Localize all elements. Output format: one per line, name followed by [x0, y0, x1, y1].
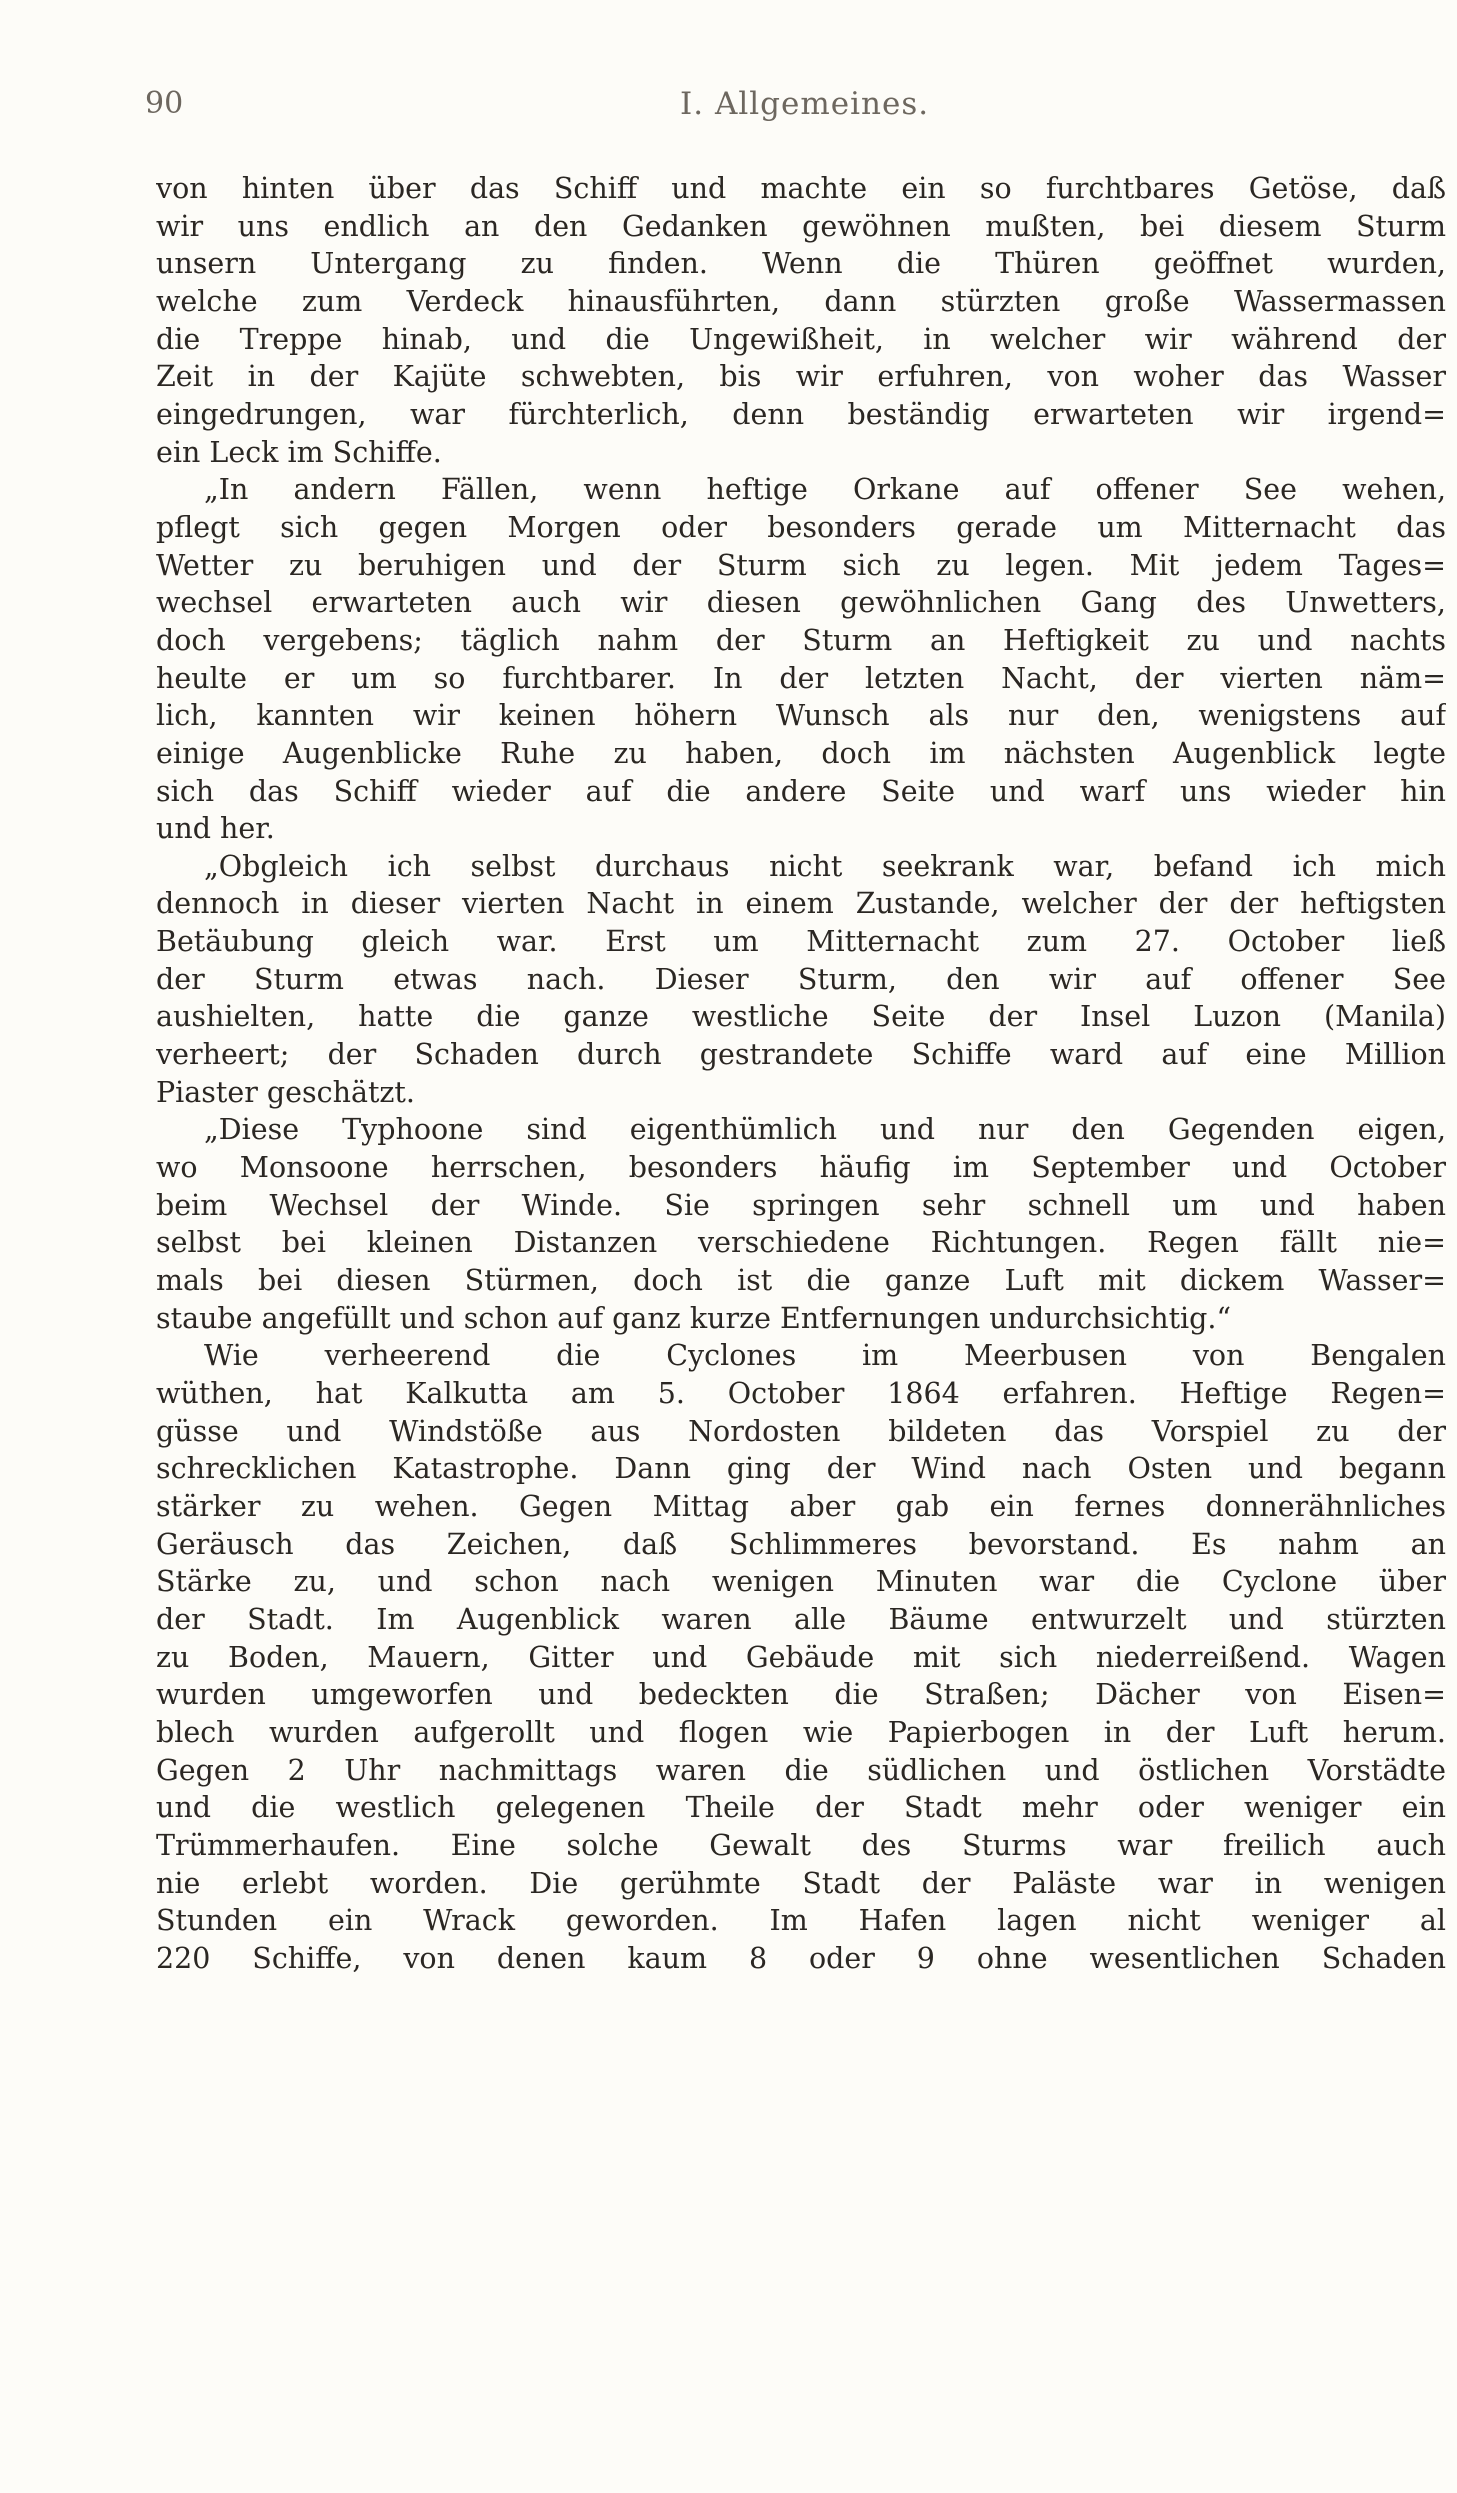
text-line: Gegen 2 Uhr nachmittags waren die südlichen und östlichen Vorstädte [156, 1753, 1446, 1787]
text-line: 220 Schiffe, von denen kaum 8 oder 9 ohne wesentlichen Schaden [156, 1941, 1446, 1975]
text-line: doch vergebens; täglich nahm der Sturm an Heftigkeit zu und nachts [156, 623, 1446, 657]
text-line: Stärke zu, und schon nach wenigen Minuten war die Cyclone über [156, 1565, 1446, 1599]
text-line: der Stadt. Im Augenblick waren alle Bäume entwurzelt und stürzten [156, 1602, 1446, 1636]
text-line: Betäubung gleich war. Erst um Mitternacht zum 27. October ließ [156, 925, 1446, 959]
text-line: wir uns endlich an den Gedanken gewöhnen mußten, bei diesem Sturm [156, 209, 1446, 243]
text-line: ein Leck im Schiffe. [156, 435, 442, 469]
body-text [156, 170, 1446, 1978]
page-number: 90 [145, 86, 184, 121]
text-line: Stunden ein Wrack geworden. Im Hafen lagen nicht weniger al [156, 1904, 1446, 1938]
text-line: einige Augenblicke Ruhe zu haben, doch im nächsten Augenblick legte [156, 736, 1446, 770]
text-line: lich, kannten wir keinen höhern Wunsch als nur den, wenigstens auf [156, 699, 1446, 733]
text-line: unsern Untergang zu finden. Wenn die Thüren geöffnet wurden, [156, 247, 1446, 281]
text-line: wurden umgeworfen und bedeckten die Straßen; Dächer von Eisen= [156, 1678, 1446, 1712]
text-line: sich das Schiff wieder auf die andere Seite und warf uns wieder hin [156, 774, 1446, 808]
text-line: schrecklichen Katastrophe. Dann ging der Wind nach Osten und begann [156, 1452, 1446, 1486]
text-line: wechsel erwarteten auch wir diesen gewöhnlichen Gang des Unwetters, [156, 586, 1446, 620]
text-line: dennoch in dieser vierten Nacht in einem Zustande, welcher der der heftigsten [156, 887, 1446, 921]
text-line: verheert; der Schaden durch gestrandete Schiffe ward auf eine Million [156, 1038, 1446, 1072]
running-head: I. Allgemeines. [680, 86, 930, 122]
text-line: Piaster geschätzt. [156, 1075, 415, 1109]
text-line: welche zum Verdeck hinausführten, dann stürzten große Wassermassen [156, 284, 1446, 318]
text-line: aushielten, hatte die ganze westliche Seite der Insel Luzon (Manila) [156, 1000, 1446, 1034]
text-line: Wie verheerend die Cyclones im Meerbusen von Bengalen [204, 1339, 1446, 1373]
text-line: selbst bei kleinen Distanzen verschiedene Richtungen. Regen fällt nie= [156, 1226, 1446, 1260]
text-line: und her. [156, 812, 275, 846]
text-line: mals bei diesen Stürmen, doch ist die ganze Luft mit dickem Wasser= [156, 1264, 1446, 1298]
text-line: Geräusch das Zeichen, daß Schlimmeres bevorstand. Es nahm an [156, 1527, 1446, 1561]
text-line: eingedrungen, war fürchterlich, denn beständig erwarteten wir irgend= [156, 397, 1446, 431]
text-line: „Diese Typhoone sind eigenthümlich und nur den Gegenden eigen, [204, 1113, 1446, 1147]
text-line: der Sturm etwas nach. Dieser Sturm, den wir auf offener See [156, 962, 1446, 996]
text-line: Trümmerhaufen. Eine solche Gewalt des Sturms war freilich auch [156, 1828, 1446, 1862]
page-header [145, 86, 1457, 126]
text-line: heulte er um so furchtbarer. In der letzten Nacht, der vierten näm= [156, 661, 1446, 695]
text-line: pflegt sich gegen Morgen oder besonders gerade um Mitternacht das [156, 510, 1446, 544]
text-line: Wetter zu beruhigen und der Sturm sich zu legen. Mit jedem Tages= [156, 548, 1446, 582]
text-line: die Treppe hinab, und die Ungewißheit, in welcher wir während der [156, 322, 1446, 356]
text-line: güsse und Windstöße aus Nordosten bildeten das Vorspiel zu der [156, 1414, 1446, 1448]
text-line: „Obgleich ich selbst durchaus nicht seekrank war, befand ich mich [204, 849, 1446, 883]
text-line: „In andern Fällen, wenn heftige Orkane auf offener See wehen, [204, 473, 1446, 507]
text-line: wüthen, hat Kalkutta am 5. October 1864 erfahren. Heftige Regen= [156, 1377, 1446, 1410]
text-line: von hinten über das Schiff und machte ein so furchtbares Getöse, daß [156, 172, 1446, 205]
text-line: und die westlich gelegenen Theile der Stadt mehr oder weniger ein [156, 1791, 1446, 1825]
text-line: staube angefüllt und schon auf ganz kurze Entfernungen undurchsichtig.“ [156, 1301, 1232, 1335]
text-line: Zeit in der Kajüte schwebten, bis wir erfuhren, von woher das Wasser [156, 360, 1446, 394]
text-line: beim Wechsel der Winde. Sie springen sehr schnell um und haben [156, 1188, 1446, 1222]
text-line: stärker zu wehen. Gegen Mittag aber gab ein fernes donnerähnliches [156, 1489, 1446, 1523]
text-line: blech wurden aufgerollt und flogen wie Papierbogen in der Luft herum. [156, 1715, 1446, 1749]
text-line: wo Monsoone herrschen, besonders häufig im September und October [156, 1151, 1446, 1185]
text-line: zu Boden, Mauern, Gitter und Gebäude mit sich niederreißend. Wagen [156, 1640, 1446, 1674]
text-line: nie erlebt worden. Die gerühmte Stadt der Paläste war in wenigen [156, 1866, 1446, 1900]
